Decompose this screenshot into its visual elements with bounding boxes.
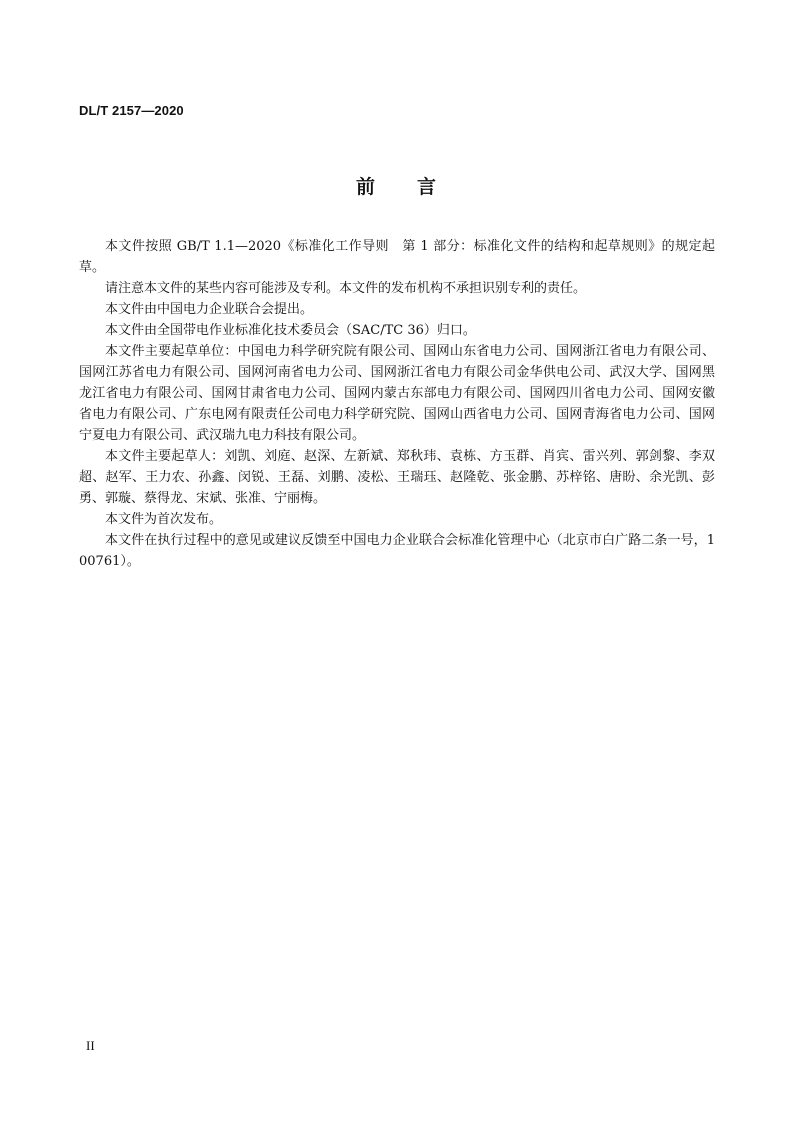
paragraph-drafters: 本文件主要起草人：刘凯、刘庭、赵深、左新斌、郑秋玮、袁栋、方玉群、肖宾、雷兴列、郭剑黎、李双超、赵军、王力农、孙鑫、闵锐、王磊、刘鹏、凌松、王瑞珏、赵隆乾、张金鹏、苏梓铭、唐盼、余光凯、彭勇、郭璇、蔡得龙、宋斌、张准、宁丽梅。: [79, 449, 715, 506]
page-title: [0, 172, 794, 199]
document-code: DL/T 2157—2020: [79, 103, 184, 118]
paragraph-proposer: 本文件由中国电力企业联合会提出。: [105, 302, 314, 317]
paragraph-patent-notice: 请注意本文件的某些内容可能涉及专利。本文件的发布机构不承担识别专利的责任。: [105, 281, 587, 296]
paragraph-first-release: 本文件为首次发布。: [105, 512, 223, 527]
paragraph-committee: 本文件由全国带电作业标准化技术委员会（SAC/TC 36）归口。: [105, 323, 476, 338]
title-char-2: 言: [417, 176, 439, 198]
paragraph-drafting-units: 本文件主要起草单位：中国电力科学研究院有限公司、国网山东省电力公司、国网浙江省电力有限公司、国网江苏省电力有限公司、国网河南省电力公司、国网浙江省电力有限公司金华供电公司、武汉大学、国网黑龙江省电力有限公司、国网甘肃省电力公司、国网内蒙古东部电力有限公司、国网四川省电力公司、国网安徽省电力有限公司、广东电网有限责任公司电力科学研究院、国网山西省电力公司、国网青海省电力公司、国网宁夏电力有限公司、武汉瑞九电力科技有限公司。: [79, 344, 715, 443]
foreword-body: [79, 236, 715, 572]
paragraph-feedback: 本文件在执行过程中的意见或建议反馈至中国电力企业联合会标准化管理中心（北京市白广路二条一号，100761）。: [79, 533, 715, 569]
page-number: II: [86, 1038, 95, 1053]
title-char-1: 前: [355, 176, 377, 198]
paragraph-drafting-rules: 本文件按照 GB/T 1.1—2020《标准化工作导则 第 1 部分：标准化文件的结构和起草规则》的规定起草。: [79, 239, 715, 275]
